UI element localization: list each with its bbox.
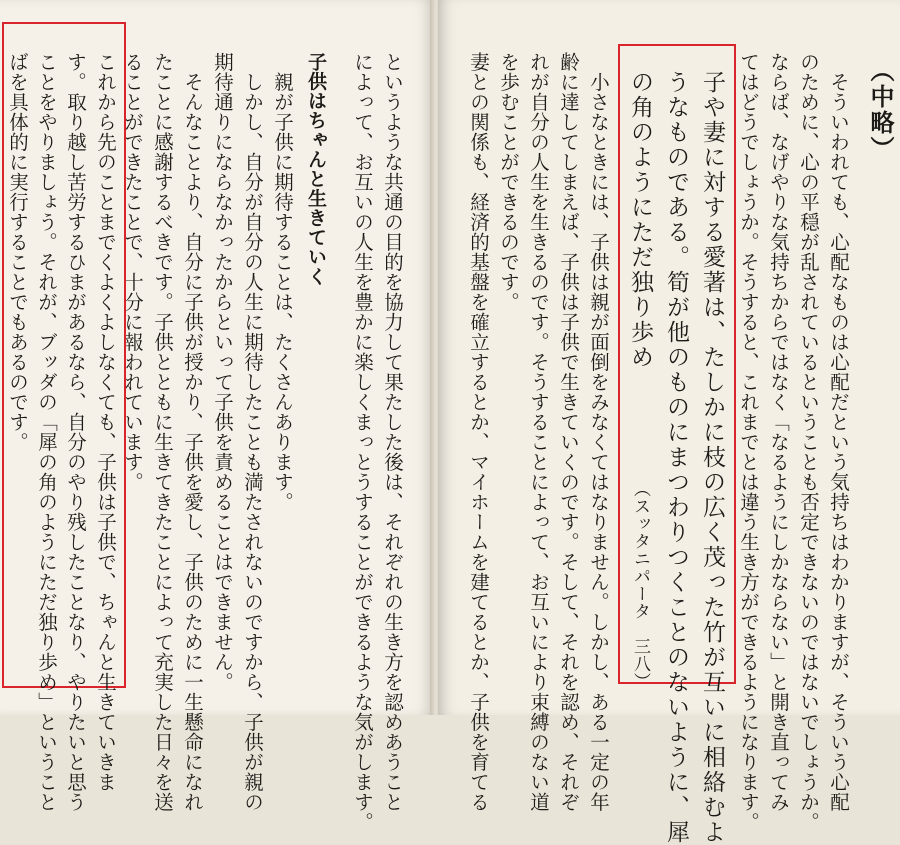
text-column: 期待通りにならなかったからといって子供を責めることはできません。: [211, 52, 234, 692]
quote-citation: （スッタニパータ 三八）: [630, 480, 650, 690]
text-column: しかし、自分が自分の人生に期待したことも満たされないのですから、子供が親の: [241, 72, 264, 812]
text-column: を歩むことができるのです。: [497, 52, 520, 312]
quote-column: 子や妻に対する愛著は、たしかに枝の広く茂った竹が互いに相絡むよ: [699, 70, 725, 845]
text-column: れが自分の人生を生きるのです。そうすることによって、お互いにより束縛のない道: [527, 52, 550, 812]
text-column: というような共通の目的を協力して果たした後は、それぞれの生き方を認めあうこと: [381, 52, 404, 812]
text-column: たことに感謝するべきです。子供とともに生きてきたことによって充実した日々を送: [151, 52, 174, 812]
text-column: す。取り越し苦労するひまがあるなら、自分のやり残したことなり、やりたいと思う: [64, 52, 87, 812]
text-column: そういわれても、心配なものは心配だという気持ちはわかりますが、そういう心配: [827, 72, 850, 812]
text-column: 小さなときには、子供は親が面倒をみなくてはなりません。しかし、ある一定の年: [587, 72, 610, 812]
text-column: 妻との関係も、経済的基盤を確立するとか、マイホームを建てるとか、子供を育てる: [467, 52, 490, 812]
quote-column: の角のようにただ独り歩め: [627, 70, 653, 370]
text-column: のために、心の平穏が乱されているということも否定できないのではないでしょうか。: [797, 52, 820, 832]
text-column: そんなことより、自分に子供が授かり、子供を愛し、子供のために一生懸命になれ: [181, 72, 204, 812]
text-column: てはどうでしょうか。そうすると、これまでとは違う生き方ができるようになります。: [737, 52, 760, 832]
right-page: [438, 0, 900, 845]
text-column: ことをやりましょう。それが、ブッダの「犀の角のようにただ独り歩め」ということ: [35, 52, 58, 812]
text-column: ることができたことで、十分に報われています。: [121, 52, 144, 492]
text-column: 齢に達してしまえば、子供は子供で生きていくのです。そして、それを認め、それぞ: [557, 52, 580, 812]
quote-column: うなものである。筍が他のものにまつわりつくことのないように、犀: [663, 70, 689, 845]
handwritten-note: （中略）: [866, 58, 894, 162]
text-column: これから先のことまでくよくよしなくても、子供は子供で、ちゃんと生きていきま: [94, 52, 117, 792]
text-column: によって、お互いの人生を豊かに楽しくまっとうすることができるような気がします。: [351, 52, 374, 832]
left-page: [0, 0, 433, 832]
text-column: 親が子供に期待することは、たくさんあります。: [271, 72, 294, 512]
text-column: ばを具体的に実行することでもあるのです。: [6, 52, 29, 452]
section-heading: 子供はちゃんと生きていく: [305, 52, 327, 286]
text-column: ならば、なげやりな気持ちからではなく「なるようにしかならない」と開き直ってみ: [767, 52, 790, 812]
